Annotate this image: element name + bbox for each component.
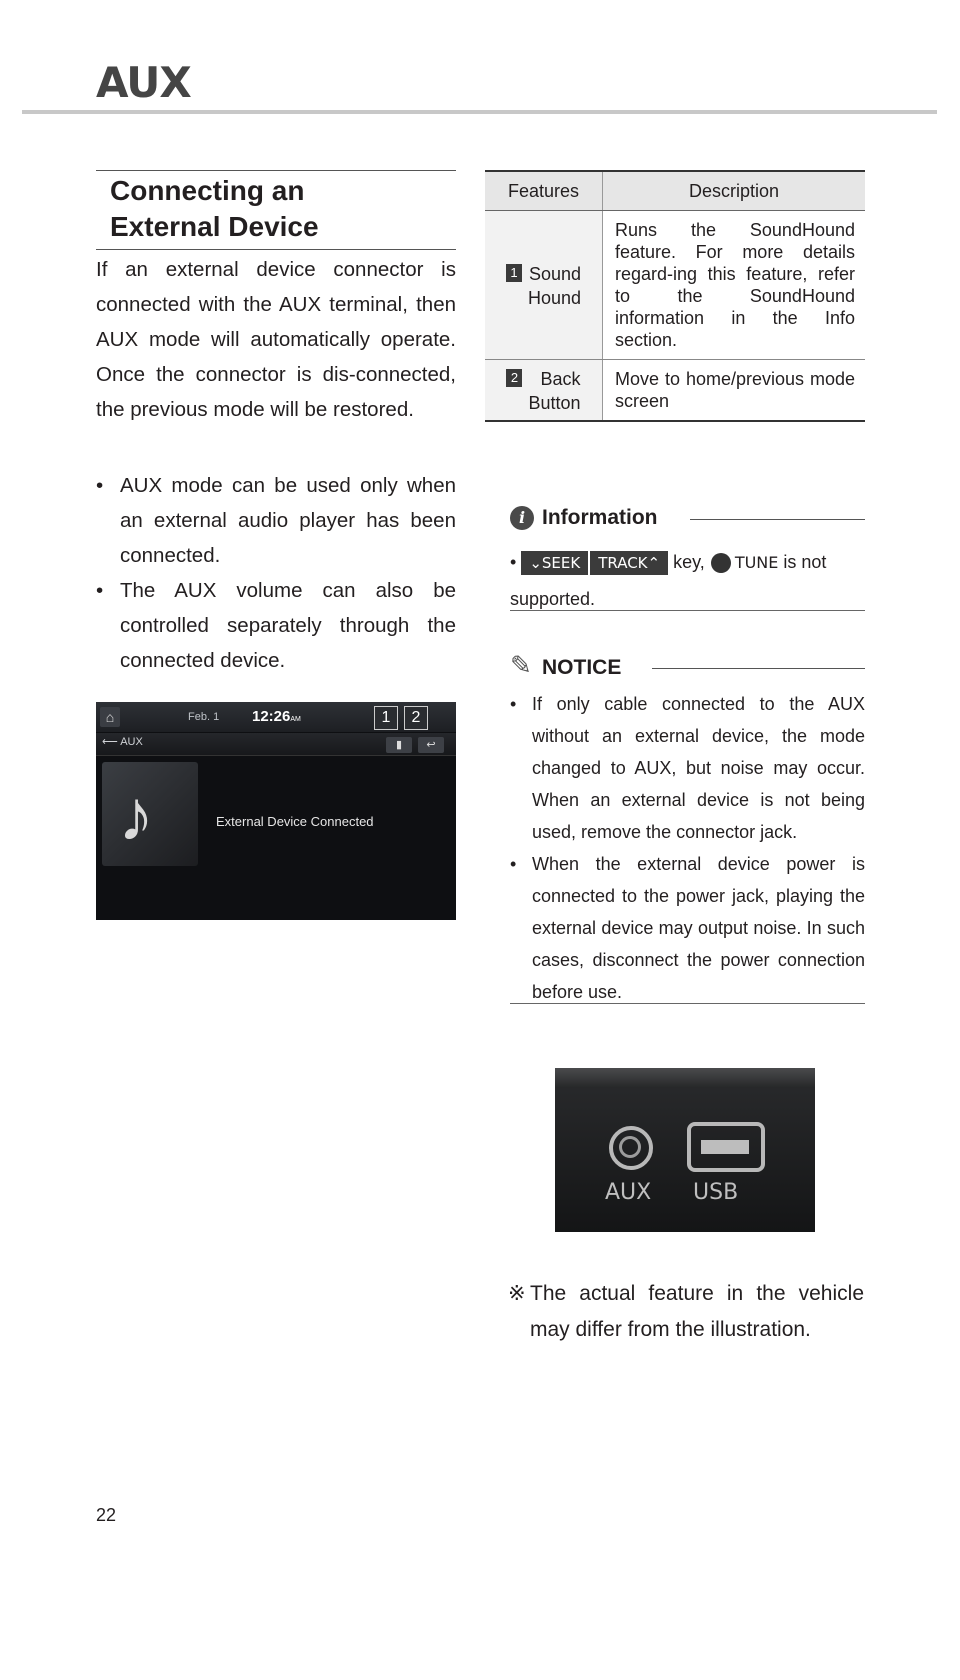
aux-port-center	[619, 1136, 641, 1158]
features-table	[485, 170, 865, 422]
soundhound-icon[interactable]: ▮	[386, 737, 412, 753]
page-number: 22	[96, 1505, 117, 1525]
notice-bottom-rule	[510, 1003, 865, 1004]
illustration-caption	[508, 1276, 868, 1348]
tune-knob-icon	[711, 553, 731, 573]
pencil-icon: ✎	[510, 650, 532, 680]
callout-badge-2: 2	[404, 706, 428, 730]
aux-port-label: AUX	[605, 1180, 652, 1205]
key-text: key,	[673, 552, 705, 572]
notice-rule	[652, 668, 865, 669]
intro-paragraph: If an external device connector is connected with the AUX terminal, then AUX mode will automatically operate. Once the connector is dis-connected, the previous mode will be restored.	[96, 258, 456, 421]
information-bottom-rule	[510, 610, 865, 611]
table-row	[485, 360, 865, 422]
info-icon: i	[510, 506, 534, 530]
information-heading	[510, 506, 865, 532]
feature-name-line1: Sound	[528, 263, 582, 284]
bullet-mark: •	[510, 552, 517, 572]
screen-mode-label: ⟵ AUX	[102, 736, 143, 748]
track-key	[590, 551, 668, 575]
screen-date: Feb. 1	[188, 711, 220, 723]
section-bullet-list	[96, 468, 456, 678]
reference-mark: ※	[508, 1282, 526, 1305]
notice-title: NOTICE	[542, 656, 622, 679]
notice-body	[510, 688, 865, 1008]
table-header-row	[485, 171, 865, 211]
feature-number: 2	[506, 369, 522, 387]
table-cell-description: Move to home/previous mode screen	[603, 360, 866, 422]
notice-list	[510, 688, 865, 1008]
tune-label: TUNE	[734, 553, 779, 572]
section-heading-line2: External Device	[110, 211, 319, 242]
list-item: • When the external device power is connected to the power jack, playing the external device may output noise. In such cases, disconnect the power connection before use.	[510, 848, 865, 1008]
music-note-icon: ♪	[118, 776, 154, 856]
page-title: AUX	[96, 58, 191, 107]
screen-mode-text: AUX	[120, 736, 143, 748]
home-icon[interactable]: ⌂	[100, 707, 120, 727]
feature-name-line2: Button	[528, 392, 581, 413]
screen-time	[252, 708, 301, 725]
aux-usb-ports-illustration	[555, 1068, 815, 1232]
table-cell-feature	[485, 360, 603, 422]
notice-heading	[510, 650, 865, 682]
feature-name-line1: Back	[540, 368, 581, 389]
callout-badge-1: 1	[374, 706, 398, 730]
track-key-label: TRACK	[598, 554, 648, 573]
table-cell-description: Runs the SoundHound feature. For more details regard-ing this feature, refer to the SoundHound information in the Info section.	[603, 211, 866, 360]
feature-label	[506, 262, 581, 310]
list-item: • AUX mode can be used only when an external audio player has been connected.	[96, 468, 456, 573]
back-icon[interactable]: ↩	[418, 737, 444, 753]
table-cell-feature	[485, 211, 603, 360]
section-heading	[96, 170, 456, 250]
chevron-up-icon: ⌃	[647, 554, 661, 573]
connection-status: External Device Connected	[216, 814, 374, 829]
seek-key	[521, 551, 588, 575]
screen-time-value: 12:26	[252, 708, 291, 725]
panel-bezel	[555, 1068, 815, 1088]
usb-port-insert	[701, 1140, 749, 1154]
feature-name	[528, 367, 580, 415]
feature-name	[528, 262, 581, 310]
table-header-description: Description	[603, 171, 866, 211]
aux-screen-illustration	[96, 702, 456, 920]
information-title: Information	[542, 506, 658, 529]
seek-key-label: SEEK	[541, 554, 581, 573]
caption-text: The actual feature in the vehicle may differ from the illustration.	[530, 1282, 864, 1341]
information-rule	[690, 519, 865, 520]
feature-number: 1	[506, 264, 522, 282]
feature-label	[506, 367, 580, 415]
feature-name-line2: Hound	[527, 287, 582, 308]
usb-port-label: USB	[693, 1180, 739, 1205]
list-item: • The AUX volume can also be controlled separately through the connected device.	[96, 573, 456, 678]
information-tail: is not supported.	[510, 552, 827, 609]
header-divider	[22, 110, 937, 114]
table-header-features: Features	[485, 171, 603, 211]
list-item: • If only cable connected to the AUX without an external device, the mode changed to AUX, but noise may occur. When an external device is not being used, remove the connector jack.	[510, 688, 865, 848]
table-row	[485, 211, 865, 360]
chevron-down-icon: ⌄	[529, 554, 542, 573]
information-body	[510, 544, 865, 617]
screen-ampm: AM	[290, 716, 301, 723]
section-heading-line1: Connecting an	[110, 175, 305, 206]
